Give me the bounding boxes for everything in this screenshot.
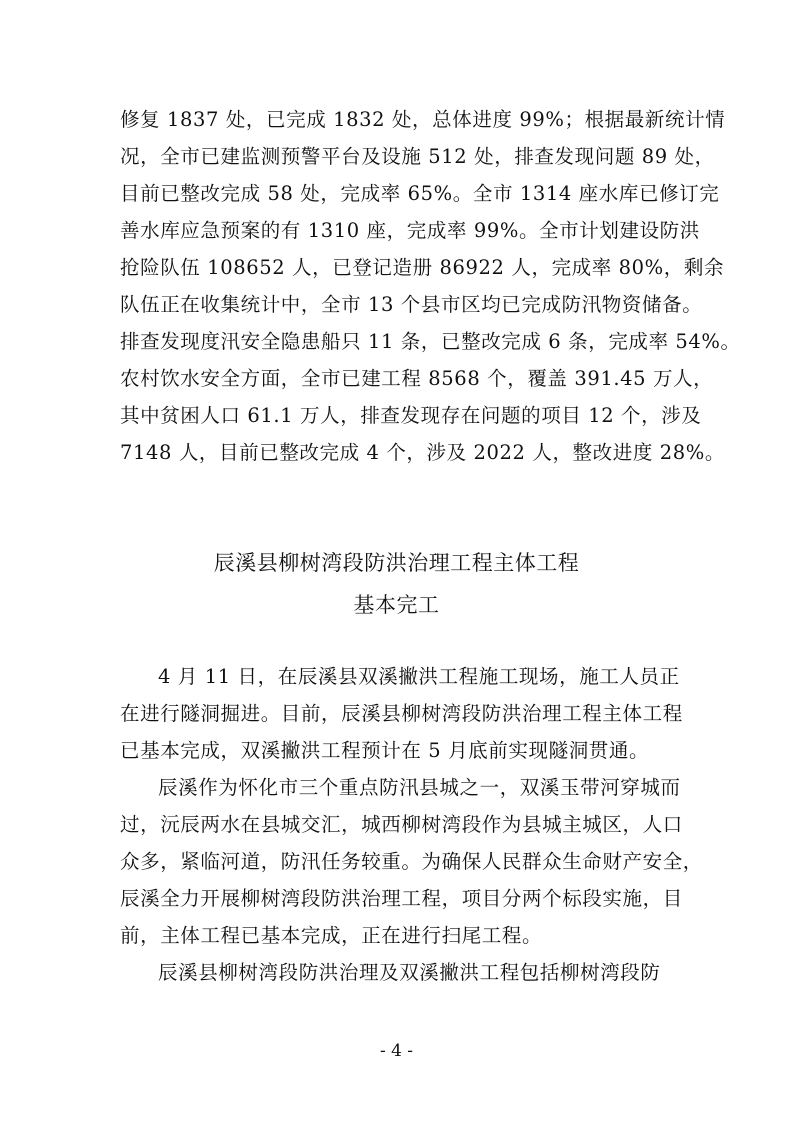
text-line: 辰溪作为怀化市三个重点防汛县城之一，双溪玉带河穿城而 [158,776,681,799]
text-line: 在进行隧洞掘进。目前，辰溪县柳树湾段防洪治理工程主体工程 [120,702,683,725]
text-line: 农村饮水安全方面，全市已建工程 8568 个，覆盖 391.45 万人， [120,367,714,390]
text-line: 过，沅辰两水在县城交汇，城西柳树湾段作为县城主城区，人口 [120,813,683,836]
text-line: 抢险队伍 108652 人，已登记造册 86922 人，完成率 80%，剩余 [120,256,725,279]
text-line: 修复 1837 处，已完成 1832 处，总体进度 99%；根据最新统计情 [120,108,726,131]
text-line: 已基本完成，双溪撇洪工程预计在 5 月底前实现隧洞贯通。 [120,739,650,762]
text-line: 排查发现度汛安全隐患船只 11 条，已整改完成 6 条，完成率 54%。 [120,330,741,353]
text-line: 况，全市已建监测预警平台及设施 512 处，排查发现问题 89 处， [120,145,715,168]
text-line: 7148 人，目前已整改完成 4 个，涉及 2022 人，整改进度 28%。 [120,441,725,464]
text-line: 前，主体工程已基本完成，正在进行扫尾工程。 [120,924,543,947]
text-line: 众多，紧临河道，防汛任务较重。为确保人民群众生命财产安全， [120,850,703,873]
text-line: 辰溪全力开展柳树湾段防洪治理工程，项目分两个标段实施，目 [120,887,683,910]
headline-line: 基本完工 [353,593,440,617]
text-line: 辰溪县柳树湾段防洪治理及双溪撇洪工程包括柳树湾段防 [158,961,661,984]
page-number: - 4 - [379,1041,414,1061]
text-line: 4 月 11 日，在辰溪县双溪撇洪工程施工现场，施工人员正 [158,665,680,688]
text-line: 善水库应急预案的有 1310 座，完成率 99%。全市计划建设防洪 [120,219,700,242]
text-line: 队伍正在收集统计中，全市 13 个县市区均已完成防汛物资储备。 [120,293,703,316]
headline-line: 辰溪县柳树湾段防洪治理工程主体工程 [213,551,580,575]
text-line: 其中贫困人口 61.1 万人，排查发现存在问题的项目 12 个，涉及 [120,404,702,427]
text-line: 目前已整改完成 58 处，完成率 65%。全市 1314 座水库已修订完 [120,182,720,205]
